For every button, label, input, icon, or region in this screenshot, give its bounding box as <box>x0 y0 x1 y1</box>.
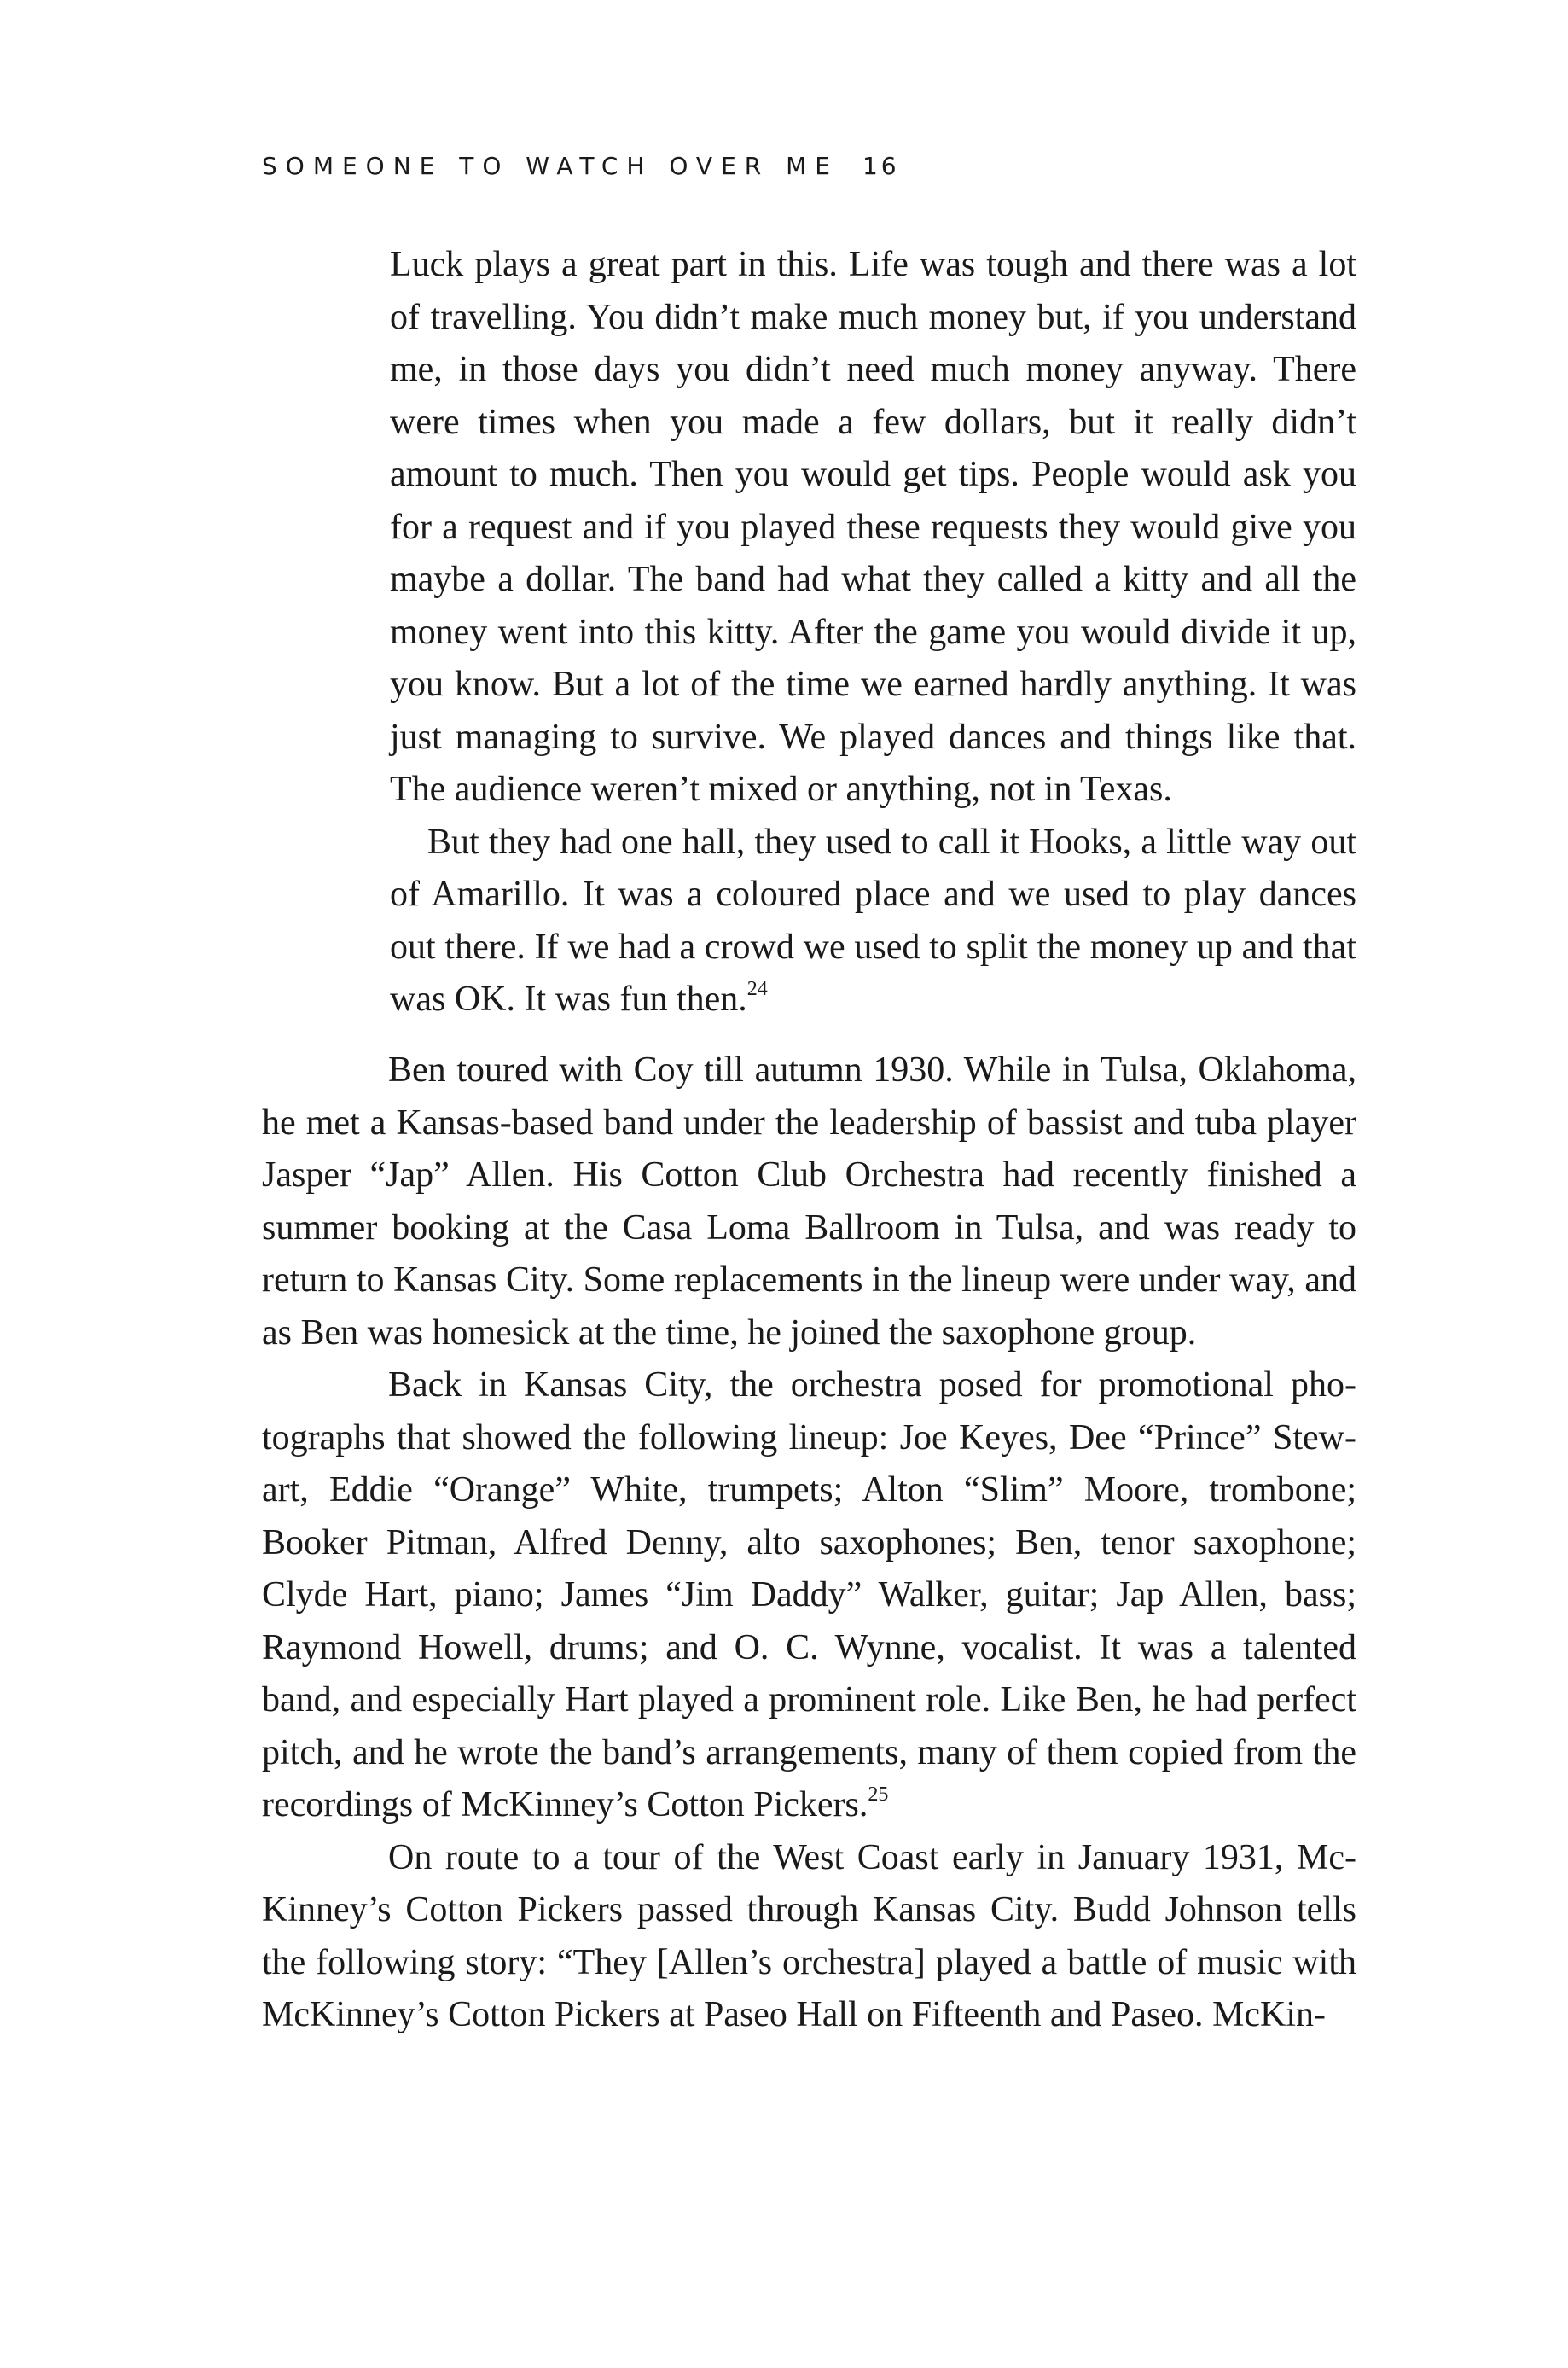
running-head <box>262 152 900 180</box>
quote-paragraph-2 <box>390 817 1356 1027</box>
quote-paragraph-2-text: But they had one hall, they used to call it Hooks, a little way out of Amarillo. It was a coloured place and we used to play dances out there. If we had a crowd we used to split the money up and that was OK. It was fun then. <box>390 822 1356 1019</box>
page-number: 16 <box>862 152 900 180</box>
body-paragraph-1: Ben toured with Coy till autumn 1930. While in Tulsa, Oklahoma, he met a Kansas-based band under the leadership of bassist and tuba player Jasper “Jap” Allen. His Cotton Club Orchestra had recently finished a summer booking at the Casa Loma Ballroom in Tulsa, and was ready to return to Kansas City. Some replacements in the lineup were under way, and as Ben was homesick at the time, he joined the saxophone group. <box>262 1050 1356 1353</box>
body-paragraph-2 <box>262 1359 1356 1832</box>
body-text <box>262 1044 1356 2042</box>
footnote-ref-25: 25 <box>868 1783 889 1806</box>
footnote-ref-24: 24 <box>746 978 768 1000</box>
running-head-title: SOMEONE TO WATCH OVER ME <box>262 152 839 180</box>
body-paragraph-3: On route to a tour of the West Coast early in January 1931, McKinney’s Cotton Pickers passed through Kansas City. Budd Johnson tells the following story: “They [Allen’s orchestra] played a battle of music with McKinney’s Cotton Pickers at Paseo Hall on Fifteenth and Paseo. McKin- <box>262 1837 1356 2034</box>
block-quote <box>390 239 1356 1027</box>
quote-paragraph-1: Luck plays a great part in this. Life was tough and there was a lot of travelling. You didn’t make much money but, if you understand me, in those days you didn’t need much money anyway. There were times when you made a few dollars, but it really didn’t amount to much. Then you would get tips. People would ask you for a request and if you played these requests they would give you maybe a dollar. The band had what they called a kitty and all the money went into this kitty. After the game you would divide it up, you know. But a lot of the time we earned hardly anything. It was just managing to survive. We played dances and things like that. The audience weren’t mixed or anything, not in Texas. <box>390 245 1356 809</box>
body-paragraph-2-text: Back in Kansas City, the orchestra posed for promotional photographs that showed the following lineup: Joe Keyes, Dee “Prince” Stewart, Eddie “Orange” White, trumpets; Alton “Slim” Moore, trombone; Booker Pitman, Alfred Denny, alto saxophones; Ben, tenor saxophone; Clyde Hart, piano; James “Jim Daddy” Walker, guitar; Jap Allen, bass; Raymond Howell, drums; and O. C. Wynne, vocalist. It was a talented band, and especially Hart played a prominent role. Like Ben, he had perfect pitch, and he wrote the band’s arrangements, many of them copied from the recordings of McKinney’s Cotton Pickers. <box>262 1365 1356 1824</box>
